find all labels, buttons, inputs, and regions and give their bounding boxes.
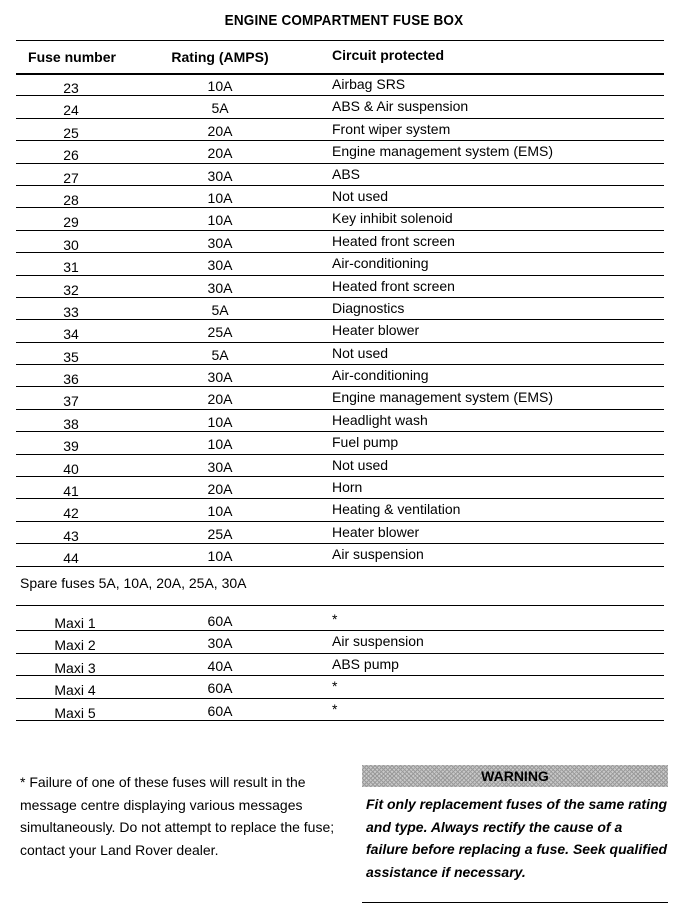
maxi-fuse-row	[0, 631, 688, 653]
circuit-cell: Diagnostics	[332, 299, 405, 316]
rating-cell: 30A	[207, 279, 233, 296]
rating-cell: 30A	[207, 257, 233, 274]
rating-cell: 25A	[207, 525, 233, 542]
rating-cell: 60A	[207, 680, 233, 697]
circuit-cell: ABS pump	[332, 655, 399, 672]
fuse-number-cell: 42	[63, 505, 79, 522]
rating-cell: 5A	[211, 301, 229, 318]
maxi-fuse-row	[0, 654, 688, 676]
fuse-number-cell: 40	[63, 460, 79, 477]
maxi-fuse-row	[0, 676, 688, 698]
circuit-cell: Heater blower	[332, 523, 420, 540]
fuse-number-cell: 43	[63, 527, 79, 544]
warning-bottom-rule	[362, 902, 668, 903]
fuse-row	[0, 253, 688, 275]
rating-cell: 30A	[207, 369, 233, 386]
circuit-cell: Heater blower	[332, 322, 420, 339]
fuse-number-cell: Maxi 3	[54, 659, 96, 676]
fuse-number-cell: 41	[63, 483, 79, 500]
fuse-number-cell: 34	[63, 326, 79, 343]
fuse-row	[0, 141, 688, 163]
fuse-number-cell: 30	[63, 236, 79, 253]
fuse-number-cell: 39	[63, 438, 79, 455]
rating-cell: 20A	[207, 145, 233, 162]
circuit-cell: Headlight wash	[332, 411, 428, 428]
rating-cell: 10A	[207, 78, 233, 94]
maxi-fuse-table-body	[0, 609, 688, 721]
table-top-rule	[16, 40, 664, 41]
fuse-row	[0, 320, 688, 342]
circuit-cell: Engine management system (EMS)	[332, 143, 553, 160]
circuit-cell: Air-conditioning	[332, 367, 429, 384]
rating-cell: 20A	[207, 391, 233, 408]
rating-cell: 5A	[211, 346, 229, 363]
fuse-number-cell: 32	[63, 281, 79, 298]
fuse-row	[0, 208, 688, 230]
fuse-number-cell: Maxi 4	[54, 682, 96, 699]
fuse-number-cell: 33	[63, 303, 79, 320]
fuse-row	[0, 410, 688, 432]
rating-cell: 60A	[207, 613, 233, 629]
circuit-cell: Air-conditioning	[332, 255, 429, 272]
circuit-cell: Air suspension	[332, 633, 424, 650]
circuit-cell: Key inhibit solenoid	[332, 210, 453, 227]
fuse-row	[0, 186, 688, 208]
fuse-row	[0, 522, 688, 544]
fuse-number-cell: Maxi 2	[54, 637, 96, 654]
fuse-number-cell: 29	[63, 214, 79, 231]
fuse-number-cell: 24	[63, 102, 79, 119]
circuit-cell: Heated front screen	[332, 232, 455, 249]
warning-box	[362, 765, 668, 883]
rating-cell: 10A	[207, 436, 233, 453]
fuse-table-body	[0, 74, 688, 567]
fuse-row	[0, 477, 688, 499]
circuit-cell: Air suspension	[332, 546, 424, 563]
circuit-cell: Fuel pump	[332, 434, 399, 451]
rating-cell: 10A	[207, 503, 233, 520]
fuse-number-cell: 38	[63, 415, 79, 432]
circuit-cell: Not used	[332, 187, 389, 204]
fuse-row	[0, 499, 688, 521]
circuit-cell: ABS & Air suspension	[332, 98, 469, 115]
rating-cell: 60A	[207, 702, 233, 719]
warning-text: Fit only replacement fuses of the same rating and type. Always rectify the cause of a failure before replacing a fuse. Seek qualified assistance if necessary.	[366, 796, 668, 880]
fuse-row	[0, 343, 688, 365]
warning-heading: WARNING	[362, 765, 668, 787]
circuit-cell: *	[332, 611, 338, 627]
rating-cell: 10A	[207, 212, 233, 229]
rating-cell: 30A	[207, 167, 233, 184]
circuit-cell: ABS	[332, 165, 361, 182]
rating-cell: 25A	[207, 324, 233, 341]
maxi-top-rule	[16, 605, 664, 606]
fuse-number-cell: 23	[63, 80, 79, 96]
fuse-row	[0, 432, 688, 454]
circuit-cell: *	[332, 700, 338, 717]
header-circuit: Circuit protected	[332, 47, 445, 63]
fuse-row	[0, 164, 688, 186]
header-rating: Rating (AMPS)	[171, 49, 269, 65]
fuse-number-cell: Maxi 5	[54, 704, 96, 721]
table-header	[0, 44, 688, 70]
rating-cell: 10A	[207, 189, 233, 206]
spare-fuses-note: Spare fuses 5A, 10A, 20A, 25A, 30A	[20, 575, 247, 591]
circuit-cell: Heated front screen	[332, 277, 455, 294]
fuse-row	[0, 298, 688, 320]
circuit-cell: Airbag SRS	[332, 76, 406, 92]
rating-cell: 40A	[207, 657, 233, 674]
fuse-row	[0, 544, 688, 566]
fuse-number-cell: 31	[63, 259, 79, 276]
row-divider	[16, 720, 664, 721]
circuit-cell: Not used	[332, 456, 389, 473]
circuit-cell: Not used	[332, 344, 389, 361]
fuse-row	[0, 119, 688, 141]
rating-cell: 20A	[207, 481, 233, 498]
fuse-row	[0, 365, 688, 387]
fuse-row	[0, 74, 688, 96]
circuit-cell: Horn	[332, 479, 363, 496]
page-title: ENGINE COMPARTMENT FUSE BOX	[224, 12, 464, 29]
rating-cell: 30A	[207, 635, 233, 652]
rating-cell: 10A	[207, 548, 233, 565]
footnote: * Failure of one of these fuses will result in the message centre displaying various messages simultaneously. Do not attempt to replace the fuse; contact your Land Rover dealer.	[20, 774, 335, 858]
maxi-fuse-row	[0, 699, 688, 721]
fuse-number-cell: 36	[63, 371, 79, 388]
rating-cell: 20A	[207, 122, 233, 139]
fuse-number-cell: 27	[63, 169, 79, 186]
fuse-row	[0, 276, 688, 298]
fuse-number-cell: 37	[63, 393, 79, 410]
circuit-cell: Front wiper system	[332, 120, 451, 137]
circuit-cell: Engine management system (EMS)	[332, 389, 553, 406]
circuit-cell: Heating & ventilation	[332, 501, 461, 518]
rating-cell: 10A	[207, 413, 233, 430]
rating-cell: 30A	[207, 234, 233, 251]
rating-cell: 30A	[207, 458, 233, 475]
row-divider	[16, 566, 664, 567]
maxi-fuse-row	[0, 609, 688, 631]
fuse-row	[0, 455, 688, 477]
fuse-number-cell: 44	[63, 550, 79, 567]
circuit-cell: *	[332, 678, 338, 695]
fuse-row	[0, 96, 688, 118]
header-fuse-number: Fuse number	[28, 49, 116, 65]
fuse-row	[0, 387, 688, 409]
fuse-row	[0, 231, 688, 253]
fuse-number-cell: 35	[63, 348, 79, 365]
rating-cell: 5A	[211, 100, 229, 117]
fuse-number-cell: 26	[63, 147, 79, 164]
fuse-number-cell: 25	[63, 124, 79, 141]
fuse-number-cell: 28	[63, 191, 79, 208]
fuse-number-cell: Maxi 1	[54, 615, 96, 631]
